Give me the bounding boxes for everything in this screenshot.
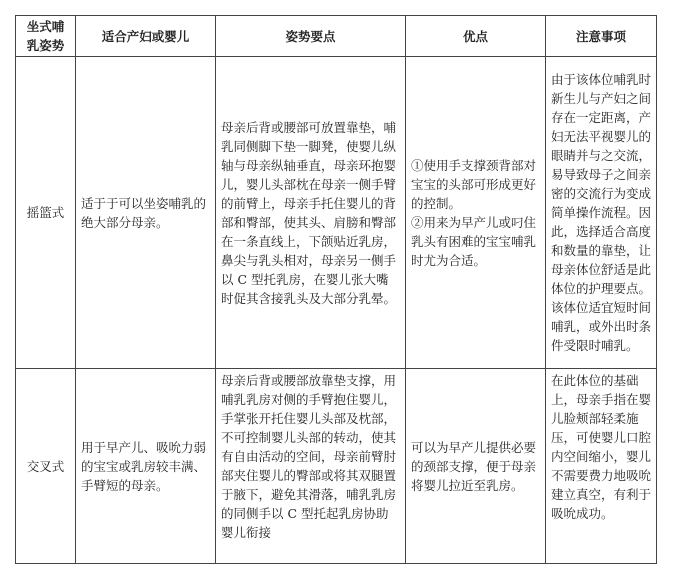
notes-cell: 在此体位的基础上，母亲手指在婴儿脸颊部轻柔施压，可使婴儿口腔内空间缩小，婴儿不需要费力地吸吮建立真空，有利于吸吮成功。 — [546, 369, 657, 564]
key-points-cell: 母亲后背或腰部放靠垫支撑，用哺乳乳房对侧的手臂抱住婴儿，手掌张开托住婴儿头部及枕部，不可控制婴儿头部的转动，使其有自由活动的空间，母亲前臂肘部夹住婴儿的臀部或将其双腿置于腋下，避免其滑落，哺乳乳房的同侧手以 C 型托起乳房协助婴儿衔接 — [216, 369, 406, 564]
suitable-cell: 用于早产儿、吸吮力弱的宝宝或乳房较丰满、手臂短的母亲。 — [76, 369, 216, 564]
advantage-item: ②用来为早产儿或叼住乳头有困难的宝宝哺乳时尤为合适。 — [411, 214, 537, 268]
header-suitable: 适合产妇或婴儿 — [76, 16, 216, 57]
header-key-points: 姿势要点 — [216, 16, 406, 57]
header-pose-line2: 乳姿势 — [26, 38, 65, 53]
notes-cell: 由于该体位哺乳时新生儿与产妇之间存在一定距离，产妇无法平视婴儿的眼睛并与之交流，易导致母子之间亲密的交流行为变成简单操作流程。因此，选择适合高度和数量的靠垫，让母亲体位舒适是此体位的护理要点。该体位适宜短时间哺乳，或外出时条件受限时哺乳。 — [546, 57, 657, 369]
key-points-cell: 母亲后背或腰部可放置靠垫，哺乳同侧脚下垫一脚凳，使婴儿纵轴与母亲纵轴垂直，母亲环抱婴儿，婴儿头部枕在母亲一侧手臂的前臂上，母亲手托住婴儿的背部和臀部，使其头、肩膀和臀部在一条直线上，下颌贴近乳房，鼻尖与乳头相对，母亲另一侧手以 C 型托乳房，在婴儿张大嘴时促其含接乳头及大部分乳晕。 — [216, 57, 406, 369]
pose-name: 交叉式 — [16, 369, 76, 564]
breastfeeding-positions-table — [15, 15, 657, 564]
header-notes: 注意事项 — [546, 16, 657, 57]
header-row — [16, 16, 657, 57]
table-row — [16, 57, 657, 369]
suitable-cell: 适于于可以坐姿哺乳的绝大部分母亲。 — [76, 57, 216, 369]
advantages-cell — [406, 57, 546, 369]
header-advantages: 优点 — [406, 16, 546, 57]
advantages-cell: 可以为早产儿提供必要的颈部支撑，便于母亲将婴儿拉近至乳房。 — [406, 369, 546, 564]
advantage-item: ①使用手支撑颈背部对宝宝的头部可形成更好的控制。 — [411, 157, 537, 211]
header-pose-line1: 坐式哺 — [26, 19, 65, 34]
pose-name: 摇篮式 — [16, 57, 76, 369]
table-row — [16, 369, 657, 564]
header-pose — [16, 16, 76, 57]
